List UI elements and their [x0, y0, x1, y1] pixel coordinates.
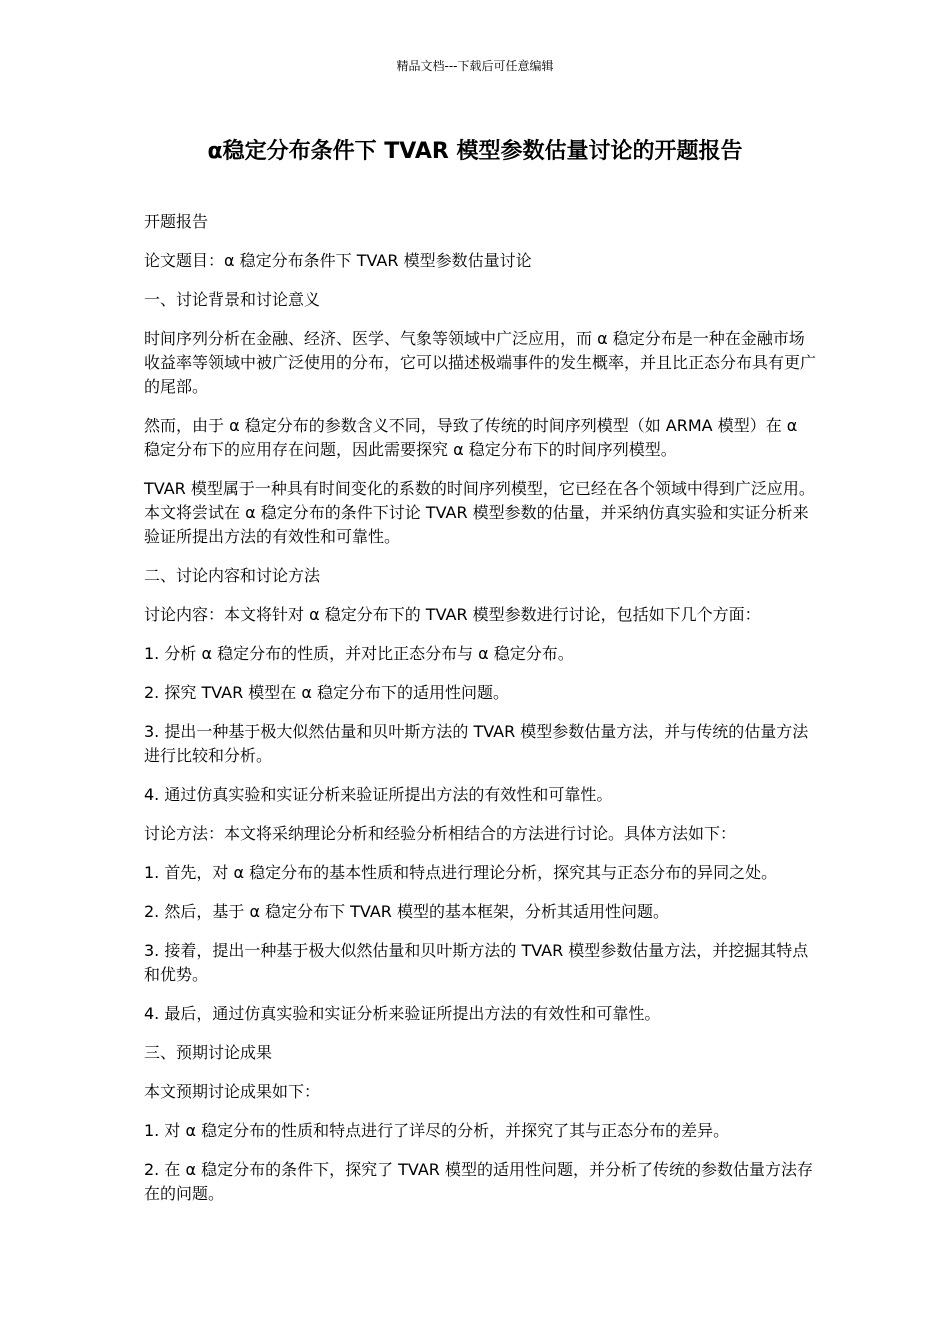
list-item: 1. 首先，对 α 稳定分布的基本性质和特点进行理论分析，探究其与正态分布的异同之处。: [144, 863, 778, 882]
list-item: 2. 然后，基于 α 稳定分布下 TVAR 模型的基本框架，分析其适用性问题。: [144, 902, 670, 921]
list-item: 3. 接着，提出一种基于极大似然估量和贝叶斯方法的 TVAR 模型参数估量方法，并挖掘其特点和优势。: [144, 941, 809, 984]
list-item: 1. 分析 α 稳定分布的性质，并对比正态分布与 α 稳定分布。: [144, 644, 574, 663]
section-heading-content-method: 二、讨论内容和讨论方法: [144, 566, 321, 585]
list-item: 2. 在 α 稳定分布的条件下，探究了 TVAR 模型的适用性问题，并分析了传统的参数估量方法存在的问题。: [144, 1160, 814, 1203]
header-note: 精品文档---下载后可任意编辑: [396, 59, 554, 73]
list-item: 4. 通过仿真实验和实证分析来验证所提出方法的有效性和可靠性。: [144, 785, 613, 804]
section-heading-background: 一、讨论背景和讨论意义: [144, 290, 321, 309]
paragraph: 时间序列分析在金融、经济、医学、气象等领域中广泛应用，而 α 稳定分布是一种在金融市场收益率等领域中被广泛使用的分布，它可以描述极端事件的发生概率，并且比正态分布具有更广的尾部。: [144, 329, 817, 396]
list-item: 2. 探究 TVAR 模型在 α 稳定分布下的适用性问题。: [144, 683, 510, 702]
paragraph: TVAR 模型属于一种具有时间变化的系数的时间序列模型，它已经在各个领域中得到广泛应用。本文将尝试在 α 稳定分布的条件下讨论 TVAR 模型参数的估量，并采纳仿真实验和实证分析来验证所提出方法的有效性和可靠性。: [144, 479, 815, 546]
paragraph: 然而，由于 α 稳定分布的参数含义不同，导致了传统的时间序列模型（如 ARMA 模型）在 α 稳定分布下的应用存在问题，因此需要探究 α 稳定分布下的时间序列模型。: [144, 416, 798, 459]
section-heading-expected-results: 三、预期讨论成果: [144, 1043, 273, 1062]
paragraph-thesis-title: 论文题目：α 稳定分布条件下 TVAR 模型参数估量讨论: [144, 251, 532, 270]
list-item: 3. 提出一种基于极大似然估量和贝叶斯方法的 TVAR 模型参数估量方法，并与传统的估量方法进行比较和分析。: [144, 722, 809, 765]
document-title: α稳定分布条件下 TVAR 模型参数估量讨论的开题报告: [207, 139, 743, 164]
paragraph: 本文预期讨论成果如下：: [144, 1082, 321, 1101]
paragraph-report-label: 开题报告: [144, 212, 209, 231]
paragraph: 讨论内容：本文将针对 α 稳定分布下的 TVAR 模型参数进行讨论，包括如下几个方面：: [144, 605, 761, 624]
paragraph: 讨论方法：本文将采纳理论分析和经验分析相结合的方法进行讨论。具体方法如下：: [144, 824, 737, 843]
list-item: 1. 对 α 稳定分布的性质和特点进行了详尽的分析，并探究了其与正态分布的差异。: [144, 1121, 730, 1140]
document-body: [144, 210, 816, 1221]
list-item: 4. 最后，通过仿真实验和实证分析来验证所提出方法的有效性和可靠性。: [144, 1004, 661, 1023]
